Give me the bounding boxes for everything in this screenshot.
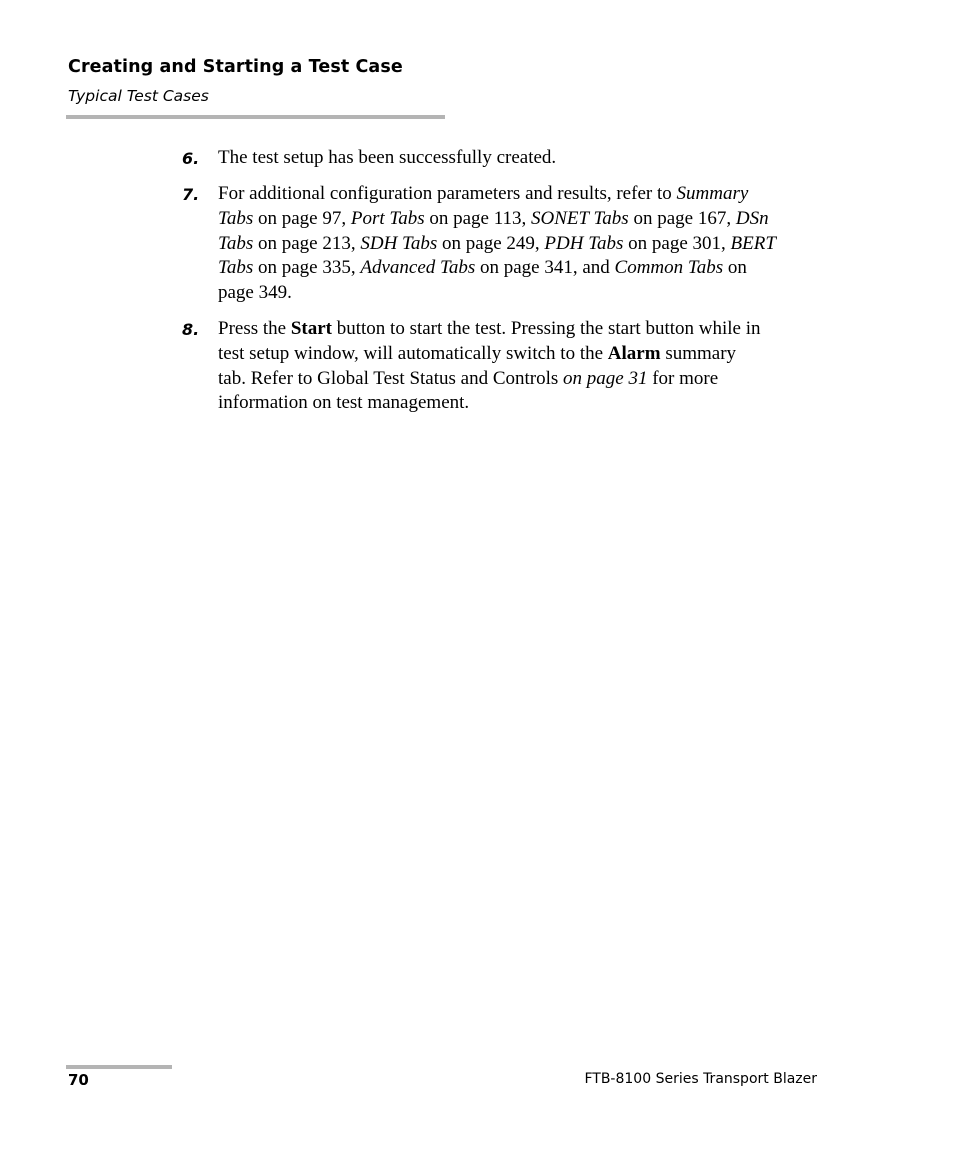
- text-line: Press the Start button to start the test. Pressing the start button while in: [218, 318, 761, 339]
- cross-reference: on page 31: [563, 367, 648, 389]
- text-line: Tabs on page 213, SDH Tabs on page 249, PDH Tabs on page 301, BERT: [218, 232, 776, 254]
- text-line: Tabs on page 335, Advanced Tabs on page 341, and Common Tabs on: [218, 257, 747, 279]
- text-line: For additional configuration parameters and results, refer to Summary: [218, 183, 749, 204]
- text-line: test setup window, will automatically switch to the Alarm summary: [218, 342, 737, 364]
- page-number: 70: [68, 1071, 89, 1089]
- text-line: Tabs on page 97, Port Tabs on page 113, SONET Tabs on page 167, DSn: [218, 207, 769, 229]
- cross-reference: Tabs: [218, 207, 254, 229]
- cross-reference: Common Tabs: [614, 257, 724, 279]
- step-text: [218, 317, 818, 416]
- header-divider: [66, 115, 445, 119]
- step-text: [218, 182, 818, 306]
- ui-term: Alarm: [607, 342, 661, 364]
- cross-reference: SONET Tabs: [531, 207, 629, 229]
- running-header-title: Creating and Starting a Test Case: [68, 57, 403, 77]
- text-line: page 349.: [218, 282, 292, 304]
- footer-divider: [66, 1065, 172, 1069]
- text-line: The test setup has been successfully created.: [218, 147, 557, 168]
- cross-reference: Port Tabs: [350, 207, 425, 229]
- step-number: 7.: [182, 185, 200, 204]
- ui-term: Start: [290, 318, 332, 339]
- text-line: information on test management.: [218, 392, 470, 414]
- cross-reference: Tabs: [218, 257, 254, 279]
- step-number: 8.: [182, 320, 200, 339]
- product-name: FTB-8100 Series Transport Blazer: [584, 1071, 817, 1087]
- cross-reference: SDH Tabs: [360, 232, 438, 254]
- cross-reference: PDH Tabs: [544, 232, 624, 254]
- step-number: 6.: [182, 149, 200, 168]
- text-line: tab. Refer to Global Test Status and Controls on page 31 for more: [218, 367, 719, 389]
- running-header-subtitle: Typical Test Cases: [68, 87, 209, 105]
- cross-reference: Advanced Tabs: [360, 257, 476, 279]
- cross-reference: DSn: [735, 207, 769, 229]
- step-text: [218, 146, 818, 171]
- cross-reference: Summary: [676, 183, 749, 204]
- cross-reference: Tabs: [218, 232, 254, 254]
- cross-reference: BERT: [730, 232, 776, 254]
